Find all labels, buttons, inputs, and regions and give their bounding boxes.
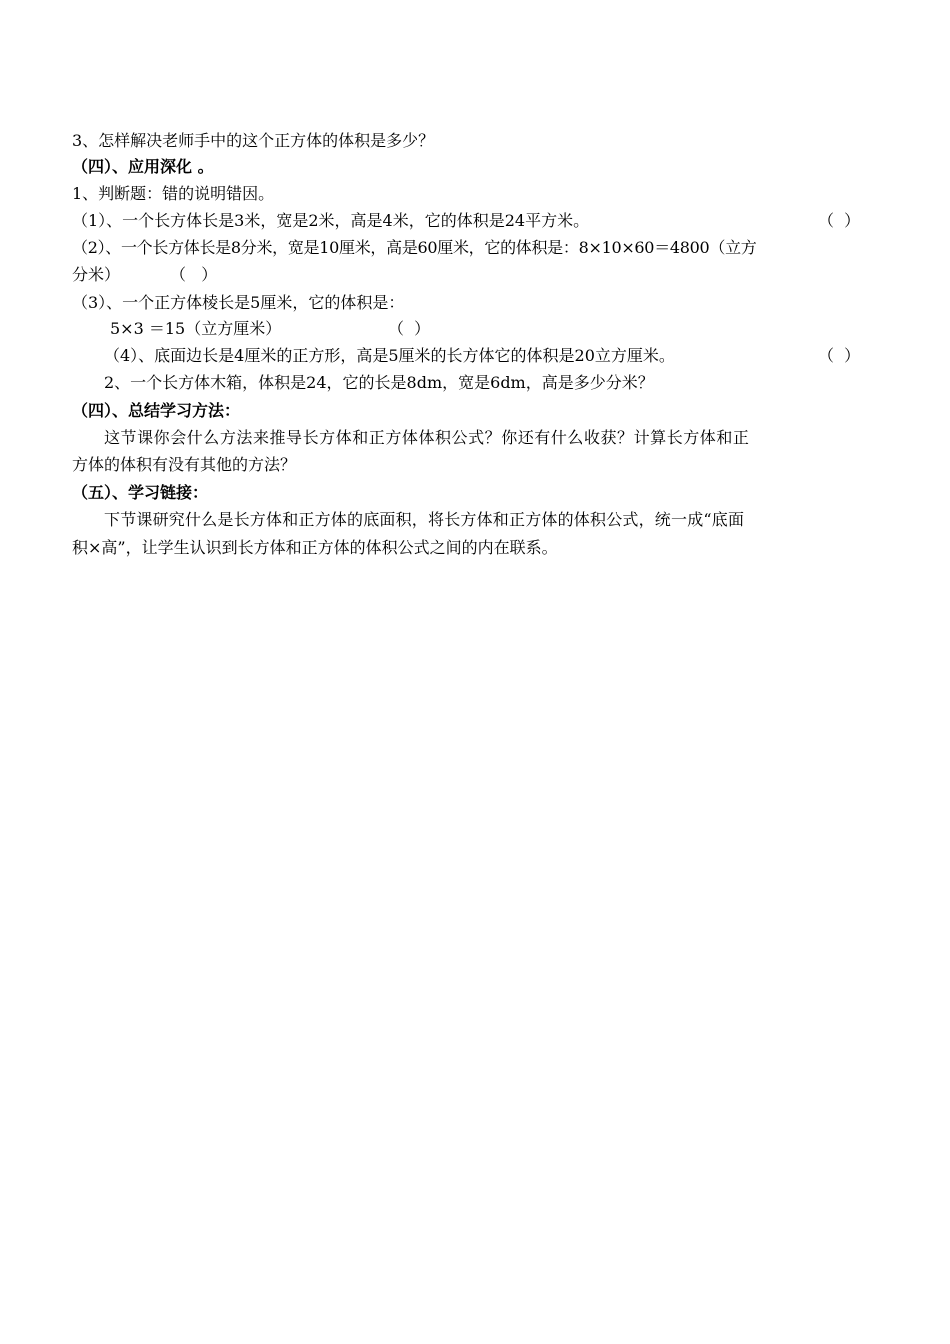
judge-question-title: 1、判断题：错的说明错因。 bbox=[72, 184, 275, 203]
question-2: 2、一个长方体木箱，体积是24，它的长是8dm，宽是6dm，高是多少分米？ bbox=[104, 373, 654, 392]
link-paragraph-line-2: 积×高”，让学生认识到长方体和正方体的体积公式之间的内在联系。 bbox=[72, 538, 558, 557]
question-3: 3、怎样解决老师手中的这个正方体的体积是多少？ bbox=[72, 131, 435, 150]
judge-item-3-formula: 5×3 ＝15（立方厘米） bbox=[110, 319, 282, 338]
answer-blank-4[interactable]: （ ） bbox=[818, 346, 861, 365]
section-heading-apply: （四）、应用深化 。 bbox=[72, 157, 214, 176]
answer-blank-1[interactable]: （ ） bbox=[818, 211, 861, 230]
answer-blank-3[interactable]: （ ） bbox=[388, 319, 431, 338]
summary-paragraph-line-1: 这节课你会什么方法来推导长方体和正方体体积公式？你还有什么收获？计算长方体和正 bbox=[104, 428, 750, 447]
answer-blank-2[interactable]: （ ） bbox=[170, 265, 218, 284]
section-heading-summary: （四）、总结学习方法： bbox=[72, 401, 241, 420]
judge-item-4: （4）、底面边长是4厘米的正方形，高是5厘米的长方体它的体积是20立方厘米。 bbox=[104, 346, 675, 365]
judge-item-2-line-2: 分米） bbox=[72, 265, 121, 284]
judge-item-2-line-1: （2）、一个长方体长是8分米，宽是10厘米，高是60厘米，它的体积是：8×10×60＝4800（立方 bbox=[72, 238, 757, 257]
section-heading-link: （五）、学习链接： bbox=[72, 483, 209, 502]
judge-item-3: （3）、一个正方体棱长是5厘米，它的体积是： bbox=[72, 293, 405, 312]
link-paragraph-line-1: 下节课研究什么是长方体和正方体的底面积，将长方体和正方体的体积公式，统一成“底面 bbox=[104, 510, 745, 529]
summary-paragraph-line-2: 方体的体积有没有其他的方法？ bbox=[72, 455, 297, 474]
judge-item-1: （1）、一个长方体长是3米，宽是2米，高是4米，它的体积是24平方米。 bbox=[72, 211, 590, 230]
